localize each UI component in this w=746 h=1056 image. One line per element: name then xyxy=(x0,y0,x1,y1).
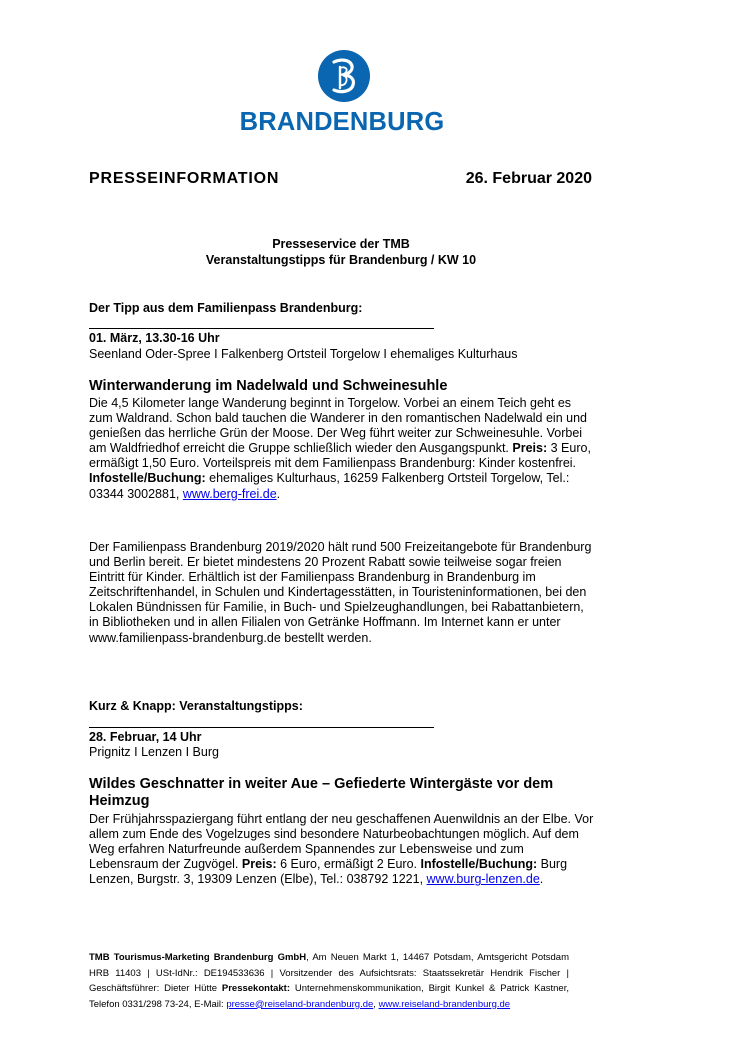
title-line-1: Presseservice der TMB xyxy=(272,237,410,251)
document-date: 26. Februar 2020 xyxy=(465,170,592,187)
section-divider xyxy=(89,328,434,329)
section-heading-kurz-knapp: Kurz & Knapp: Veranstaltungstipps: xyxy=(89,699,303,713)
punctuation: . xyxy=(276,486,281,501)
section-heading-familienpass: Der Tipp aus dem Familienpass Brandenburg: xyxy=(89,301,363,315)
booking-text: Burg Lenzen, Burgstr. 3, 19309 Lenzen (Elbe), Tel.: 038792 1221, xyxy=(89,857,568,887)
booking-label: Infostelle/Buchung: xyxy=(89,471,206,486)
price-label: Preis: xyxy=(512,441,548,456)
booking-text: ehemaliges Kulturhaus, 16259 Falkenberg Ortsteil Torgelow, Tel.: 03344 3002881, xyxy=(89,471,570,501)
price-text: 3 Euro, ermäßigt 1,50 Euro. Vorteilspreis mit dem Familienpass Brandenburg: Kinder kostenfrei. xyxy=(89,441,591,471)
footer-company-details: , Am Neuen Markt 1, 14467 Potsdam, Amtsgericht Potsdam HRB 11403 | USt-IdNr.: DE194533636 | Vorsitzender des Aufsichtsrats: Staatssekretär Hendrik Fischer | Geschäftsführer: Dieter Hütte xyxy=(89,952,569,995)
document-type-label: PRESSEINFORMATION xyxy=(89,170,280,187)
event-website-link[interactable]: www.berg-frei.de xyxy=(182,486,277,501)
footer-website-link[interactable]: www.reiseland-brandenburg.de xyxy=(378,998,511,1010)
price-text: 6 Euro, ermäßigt 2 Euro. xyxy=(280,857,417,872)
footer-email-link[interactable]: presse@reiseland-brandenburg.de xyxy=(226,998,374,1010)
price-label: Preis: xyxy=(241,857,277,872)
footer-company-name: TMB Tourismus-Marketing Brandenburg GmbH xyxy=(89,952,307,963)
event-description-text: Die 4,5 Kilometer lange Wanderung beginnt in Torgelow. Vorbei an einem Teich geht es zum Waldrand. Schon bald tauchen die Wanderer in den romantischen Nadelwald ein und genießen das herrliche Grün der Moose. Der Weg führt weiter zur Schweinesuhle. Vorbei am Waldfriedhof erreicht die Gruppe schließlich wieder den Ausgangspunkt. xyxy=(89,396,587,456)
event-title: Wildes Geschnatter in weiter Aue – Gefiederte Wintergäste vor dem Heimzug xyxy=(89,776,554,809)
event-location: Prignitz I Lenzen I Burg xyxy=(89,745,219,759)
punctuation: , xyxy=(373,998,376,1010)
footer-imprint xyxy=(89,950,569,1012)
brandenburg-b-logo-icon xyxy=(318,50,370,102)
event-date: 28. Februar, 14 Uhr xyxy=(89,730,202,744)
event-description xyxy=(89,396,594,502)
brandenburg-logo xyxy=(236,50,448,138)
section-divider xyxy=(89,727,434,728)
footer-press-label: Pressekontakt: xyxy=(221,983,291,995)
event-description xyxy=(89,812,594,887)
footer-press-details: Unternehmenskommunikation, Birgit Kunkel & Patrick Kastner, Telefon 0331/298 73-24, E-Mail: xyxy=(89,983,569,1010)
punctuation: . xyxy=(539,872,544,887)
event-date: 01. März, 13.30-16 Uhr xyxy=(89,331,220,345)
event-website-link[interactable]: www.burg-lenzen.de xyxy=(426,872,540,887)
title-line-2: Veranstaltungstipps für Brandenburg / KW 10 xyxy=(205,253,477,267)
booking-label: Infostelle/Buchung: xyxy=(420,857,538,872)
logo-wordmark: BRANDENBURG xyxy=(239,108,445,136)
event-title: Winterwanderung im Nadelwald und Schweinesuhle xyxy=(89,378,448,394)
event-description-text: Der Frühjahrsspaziergang führt entlang der neu geschaffenen Auenwildnis an der Elbe. Vor allem zum Ende des Vogelzuges sind besondere Naturbeobachtungen möglich. Auf dem Weg erfahren Naturfreunde außerdem Spannendes zur Lebensweise und zum Lebensraum der Zugvögel. xyxy=(89,812,594,872)
familienpass-paragraph: Der Familienpass Brandenburg 2019/2020 hält rund 500 Freizeitangebote für Brandenburg und Berlin bereit. Er bietet mindestens 20 Prozent Rabatt sowie teilweise sogar freien Eintritt für Kinder. Erhältlich ist der Familienpass Brandenburg in Brandenburg im Zeitschriftenhandel, in Schulen und Kindertagesstätten, in Touristeninformationen, bei den Lokalen Bündnissen für Familie, in Buch- und Spielzeughandlungen, bei Rabattanbietern, in Bibliotheken und in allen Filialen von Getränke Hoffmann. Im Internet kann er unter www.familienpass-brandenburg.de bestellt werden. xyxy=(89,540,592,645)
event-location: Seenland Oder-Spree I Falkenberg Ortsteil Torgelow I ehemaliges Kulturhaus xyxy=(89,347,518,361)
